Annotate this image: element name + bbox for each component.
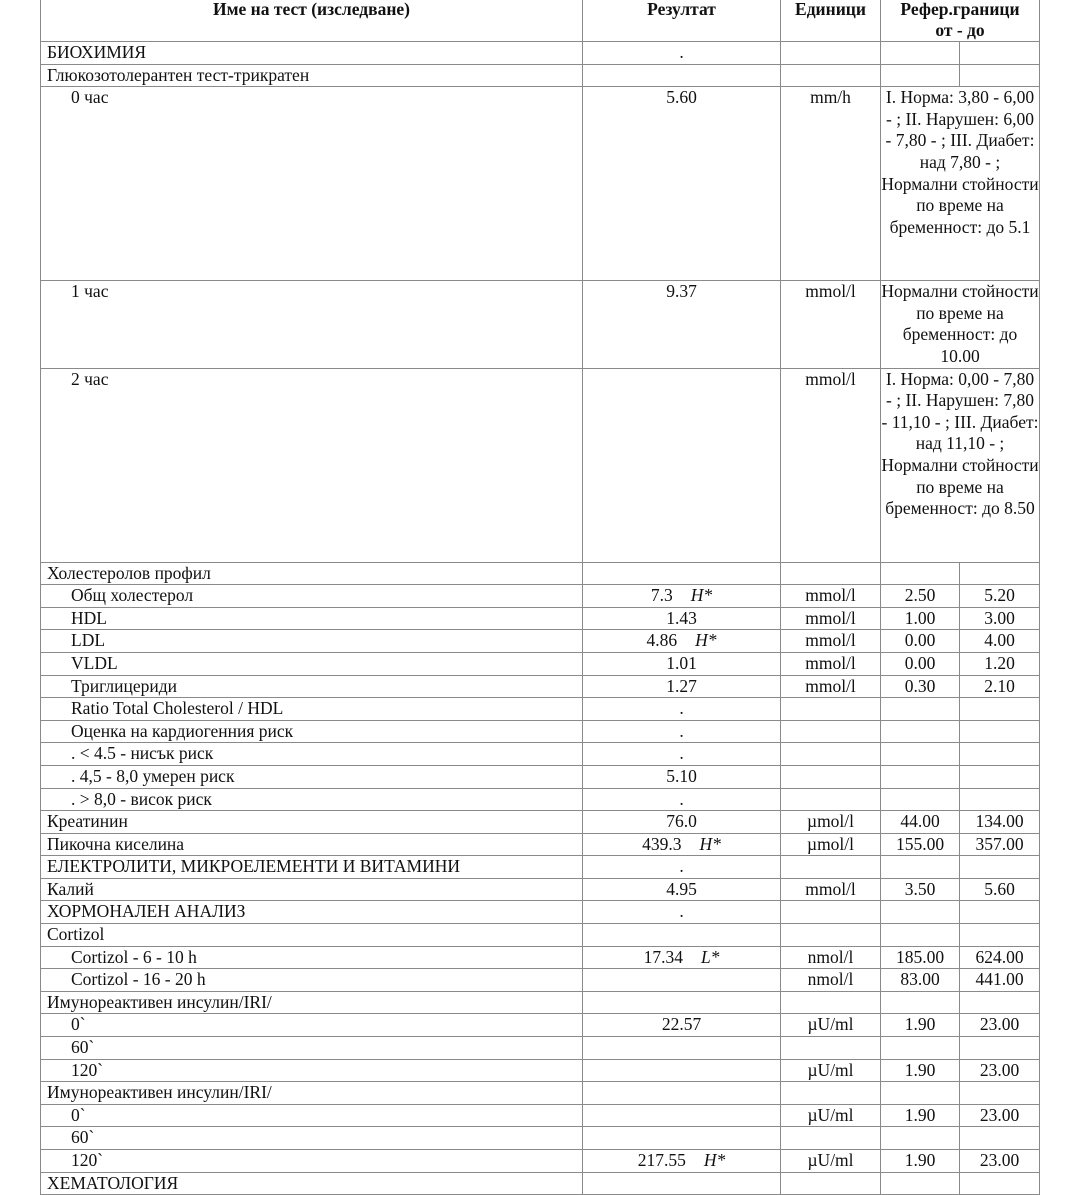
reference-from	[881, 42, 960, 65]
reference-from	[881, 924, 960, 947]
table-row	[41, 1150, 1040, 1173]
abnormal-flag: H*	[703, 1150, 726, 1170]
test-name: Холестеролов профил	[41, 562, 583, 585]
reference-from	[881, 698, 960, 721]
reference-to	[960, 720, 1040, 743]
table-row	[41, 675, 1040, 698]
table-row	[41, 42, 1040, 65]
test-name: 0`	[41, 1014, 583, 1037]
result-value: .	[679, 901, 684, 922]
table-row	[41, 901, 1040, 924]
result-value: 5.10	[666, 765, 697, 786]
unit: mmol/l	[781, 630, 881, 653]
table-row	[41, 64, 1040, 87]
table-row	[41, 924, 1040, 947]
result-value: .	[679, 743, 684, 764]
table-row	[41, 652, 1040, 675]
test-name: Оценка на кардиогенния риск	[41, 720, 583, 743]
result-value: .	[679, 788, 684, 809]
reference-from	[881, 1127, 960, 1150]
reference-from: 44.00	[881, 811, 960, 834]
test-name: Cortizol	[41, 924, 583, 947]
unit	[781, 924, 881, 947]
reference-from: 185.00	[881, 946, 960, 969]
result-value: 5.60	[666, 87, 697, 108]
table-row	[41, 607, 1040, 630]
table-row	[41, 1059, 1040, 1082]
unit: nmol/l	[781, 946, 881, 969]
table-row	[41, 788, 1040, 811]
reference-from: 0.00	[881, 630, 960, 653]
reference-to	[960, 991, 1040, 1014]
result-cell	[583, 765, 781, 788]
test-name: 1 час	[41, 281, 583, 368]
reference-to	[960, 562, 1040, 585]
result-cell	[583, 281, 781, 368]
unit: mmol/l	[781, 878, 881, 901]
table-row	[41, 1014, 1040, 1037]
reference-to: 2.10	[960, 675, 1040, 698]
reference-from: 1.00	[881, 607, 960, 630]
abnormal-flag: H*	[690, 585, 713, 606]
result-cell	[583, 1150, 781, 1173]
test-name: 120`	[41, 1059, 583, 1082]
reference-from	[881, 788, 960, 811]
result-cell	[583, 856, 781, 879]
reference-from	[881, 743, 960, 766]
result-value: 1.27	[666, 675, 697, 696]
test-name: 2 час	[41, 368, 583, 562]
reference-from: 83.00	[881, 969, 960, 992]
result-value: 439.3	[642, 833, 682, 854]
table-row	[41, 368, 1040, 562]
table-row	[41, 720, 1040, 743]
header-units: Единици	[781, 0, 881, 42]
reference-to: 4.00	[960, 630, 1040, 653]
table-row	[41, 811, 1040, 834]
result-cell	[583, 991, 781, 1014]
test-name: Калий	[41, 878, 583, 901]
result-value: 1.01	[666, 652, 697, 673]
result-cell	[583, 1127, 781, 1150]
test-name: ХОРМОНАЛЕН АНАЛИЗ	[41, 901, 583, 924]
table-row	[41, 991, 1040, 1014]
result-value: 4.95	[666, 878, 697, 899]
reference-to: 23.00	[960, 1014, 1040, 1037]
unit: µU/ml	[781, 1104, 881, 1127]
reference-to: 441.00	[960, 969, 1040, 992]
unit: mmol/l	[781, 675, 881, 698]
test-name: HDL	[41, 607, 583, 630]
unit	[781, 1172, 881, 1195]
table-row	[41, 585, 1040, 608]
reference-from: 3.50	[881, 878, 960, 901]
result-cell	[583, 878, 781, 901]
reference-from	[881, 1172, 960, 1195]
unit	[781, 562, 881, 585]
test-name: Креатинин	[41, 811, 583, 834]
test-name: ЕЛЕКТРОЛИТИ, МИКРОЕЛЕМЕНТИ И ВИТАМИНИ	[41, 856, 583, 879]
reference-from	[881, 562, 960, 585]
reference-from	[881, 1037, 960, 1060]
unit: mmol/l	[781, 368, 881, 562]
reference-to: 624.00	[960, 946, 1040, 969]
reference-from: 1.90	[881, 1059, 960, 1082]
test-name: 60`	[41, 1127, 583, 1150]
unit	[781, 64, 881, 87]
result-value: 1.43	[666, 607, 697, 628]
reference-from: 2.50	[881, 585, 960, 608]
test-name: 0 час	[41, 87, 583, 281]
reference-from	[881, 64, 960, 87]
test-name: . > 8,0 - висок риск	[41, 788, 583, 811]
unit	[781, 698, 881, 721]
reference-to	[960, 1172, 1040, 1195]
reference-to	[960, 788, 1040, 811]
test-name: 120`	[41, 1150, 583, 1173]
unit	[781, 901, 881, 924]
reference-from	[881, 901, 960, 924]
result-cell	[583, 720, 781, 743]
test-name: 0`	[41, 1104, 583, 1127]
header-result: Резултат	[583, 0, 781, 42]
result-value: .	[679, 720, 684, 741]
reference-to: 23.00	[960, 1104, 1040, 1127]
result-value: 22.57	[661, 1014, 702, 1035]
reference-to	[960, 743, 1040, 766]
reference-to	[960, 1082, 1040, 1105]
table-row	[41, 743, 1040, 766]
result-cell	[583, 1082, 781, 1105]
unit: µmol/l	[781, 811, 881, 834]
result-cell	[583, 1059, 781, 1082]
unit	[781, 1037, 881, 1060]
reference-from	[881, 1082, 960, 1105]
header-reference	[881, 0, 1040, 42]
reference-text: I. Норма: 3,80 - 6,00 - ; II. Нарушен: 6,00 - 7,80 - ; III. Диабет: над 7,80 - ; Нормални стойности по време на бременност: до 5.1	[881, 87, 1040, 281]
abnormal-flag: H*	[699, 833, 721, 854]
reference-from	[881, 856, 960, 879]
table-row	[41, 698, 1040, 721]
result-cell	[583, 698, 781, 721]
table-header	[41, 0, 1040, 42]
reference-from: 0.00	[881, 652, 960, 675]
result-cell	[583, 652, 781, 675]
unit: mmol/l	[781, 652, 881, 675]
unit	[781, 991, 881, 1014]
table-row	[41, 1172, 1040, 1195]
result-cell	[583, 607, 781, 630]
abnormal-flag: H*	[695, 630, 717, 651]
test-name: 60`	[41, 1037, 583, 1060]
reference-to	[960, 856, 1040, 879]
unit: µU/ml	[781, 1014, 881, 1037]
test-name: Ratio Total Cholesterol / HDL	[41, 698, 583, 721]
result-cell	[583, 946, 781, 969]
test-name: Глюкозотолерантен тест-трикратен	[41, 64, 583, 87]
table-row	[41, 281, 1040, 368]
result-cell	[583, 924, 781, 947]
result-value: 9.37	[666, 281, 697, 302]
result-cell	[583, 833, 781, 856]
reference-to: 23.00	[960, 1059, 1040, 1082]
result-value: .	[679, 856, 684, 877]
test-name: LDL	[41, 630, 583, 653]
result-cell	[583, 811, 781, 834]
table-row	[41, 562, 1040, 585]
reference-from	[881, 765, 960, 788]
unit	[781, 720, 881, 743]
lab-results-table	[40, 0, 1040, 1195]
result-cell	[583, 368, 781, 562]
abnormal-flag: L*	[700, 946, 720, 967]
unit: mm/h	[781, 87, 881, 281]
reference-from	[881, 991, 960, 1014]
result-value: .	[679, 698, 684, 719]
reference-from: 155.00	[881, 833, 960, 856]
test-name: БИОХИМИЯ	[41, 42, 583, 65]
result-cell	[583, 42, 781, 65]
unit	[781, 788, 881, 811]
unit: mmol/l	[781, 281, 881, 368]
table-row	[41, 1127, 1040, 1150]
reference-to: 23.00	[960, 1150, 1040, 1173]
unit: nmol/l	[781, 969, 881, 992]
test-name: . < 4.5 - нисък риск	[41, 743, 583, 766]
header-reference-range: от - до	[935, 20, 985, 40]
reference-text: Нормални стойности по време на бременност: до 10.00	[881, 281, 1040, 368]
table-row	[41, 1104, 1040, 1127]
test-name: Cortizol - 16 - 20 h	[41, 969, 583, 992]
result-cell	[583, 675, 781, 698]
table-row	[41, 1082, 1040, 1105]
test-name: . 4,5 - 8,0 умерен риск	[41, 765, 583, 788]
reference-to: 5.60	[960, 878, 1040, 901]
table-row	[41, 765, 1040, 788]
test-name: Имунореактивен инсулин/IRI/	[41, 991, 583, 1014]
table-row	[41, 856, 1040, 879]
result-cell	[583, 1104, 781, 1127]
result-cell	[583, 562, 781, 585]
reference-to	[960, 924, 1040, 947]
result-cell	[583, 630, 781, 653]
unit	[781, 743, 881, 766]
reference-to: 357.00	[960, 833, 1040, 856]
reference-from: 1.90	[881, 1150, 960, 1173]
test-name: Пикочна киселина	[41, 833, 583, 856]
test-name: Cortizol - 6 - 10 h	[41, 946, 583, 969]
result-value: 76.0	[666, 811, 697, 832]
unit: µmol/l	[781, 833, 881, 856]
unit: mmol/l	[781, 607, 881, 630]
unit	[781, 765, 881, 788]
reference-from: 1.90	[881, 1014, 960, 1037]
test-name: Имунореактивен инсулин/IRI/	[41, 1082, 583, 1105]
unit: µU/ml	[781, 1059, 881, 1082]
header-reference-title: Рефер.граници	[900, 0, 1020, 19]
reference-to	[960, 1037, 1040, 1060]
result-cell	[583, 788, 781, 811]
unit	[781, 42, 881, 65]
reference-to: 3.00	[960, 607, 1040, 630]
test-name: Триглицериди	[41, 675, 583, 698]
reference-to	[960, 64, 1040, 87]
reference-to	[960, 42, 1040, 65]
unit	[781, 856, 881, 879]
reference-to	[960, 765, 1040, 788]
unit	[781, 1082, 881, 1105]
result-cell	[583, 585, 781, 608]
reference-to: 134.00	[960, 811, 1040, 834]
result-cell	[583, 1037, 781, 1060]
result-cell	[583, 969, 781, 992]
table-row	[41, 969, 1040, 992]
reference-text: I. Норма: 0,00 - 7,80 - ; II. Нарушен: 7,80 - 11,10 - ; III. Диабет: над 11,10 - ; Нормални стойности по време на бременност: до 8.50	[881, 368, 1040, 562]
table-row	[41, 833, 1040, 856]
result-value: 4.86	[646, 630, 678, 651]
unit: mmol/l	[781, 585, 881, 608]
result-cell	[583, 743, 781, 766]
reference-to: 5.20	[960, 585, 1040, 608]
result-cell	[583, 1014, 781, 1037]
header-test-name: Име на тест (изследване)	[41, 0, 583, 42]
test-name: ХЕМАТОЛОГИЯ	[41, 1172, 583, 1195]
reference-to	[960, 901, 1040, 924]
result-cell	[583, 87, 781, 281]
result-cell	[583, 901, 781, 924]
test-name: VLDL	[41, 652, 583, 675]
reference-to	[960, 698, 1040, 721]
reference-from: 1.90	[881, 1104, 960, 1127]
unit: µU/ml	[781, 1150, 881, 1173]
reference-from: 0.30	[881, 675, 960, 698]
table-row	[41, 87, 1040, 281]
result-value: 7.3	[650, 585, 673, 606]
reference-to: 1.20	[960, 652, 1040, 675]
reference-to	[960, 1127, 1040, 1150]
result-value: 217.55	[637, 1150, 686, 1170]
unit	[781, 1127, 881, 1150]
reference-from	[881, 720, 960, 743]
table-row	[41, 1037, 1040, 1060]
table-row	[41, 878, 1040, 901]
table-row	[41, 946, 1040, 969]
result-value: 17.34	[643, 946, 683, 967]
result-cell	[583, 1172, 781, 1195]
table-row	[41, 630, 1040, 653]
test-name: Общ холестерол	[41, 585, 583, 608]
result-cell	[583, 64, 781, 87]
result-value: .	[679, 42, 684, 62]
